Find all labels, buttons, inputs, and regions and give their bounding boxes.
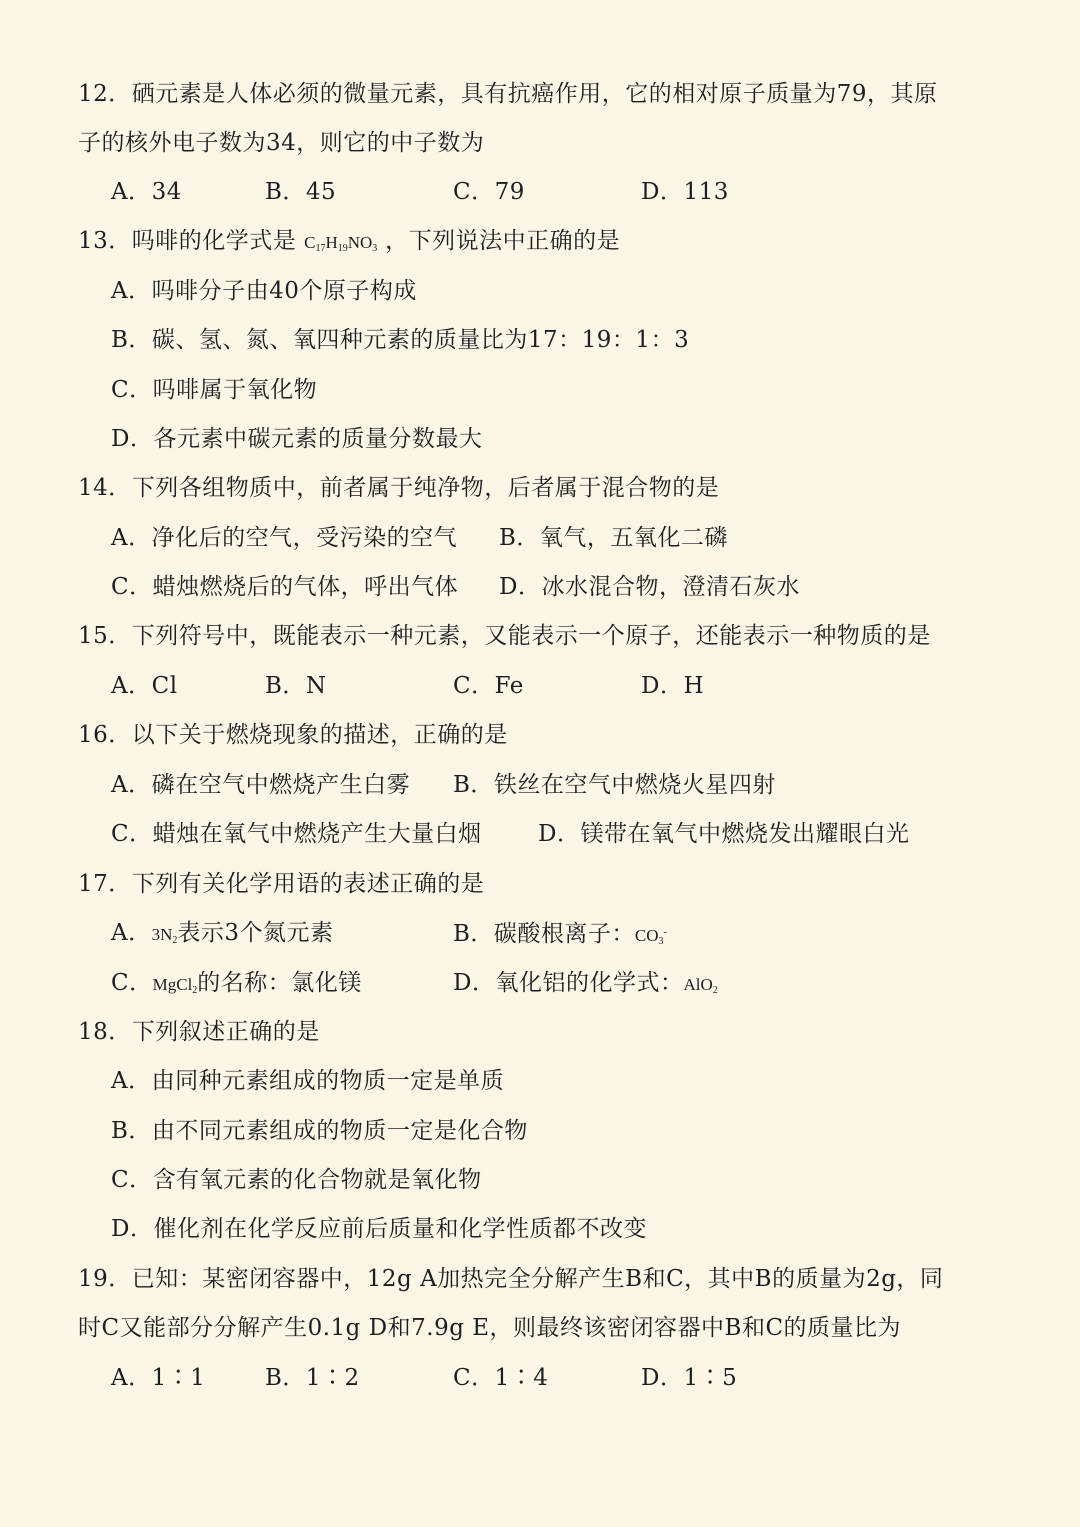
q19-options (0, 1362, 1080, 1394)
q16-option-c: C．蜡烛在氧气中燃烧产生大量白烟 (111, 821, 482, 847)
q15-option-b: B．N (265, 673, 327, 699)
q17-formula-a: $3N_2$ (151, 925, 178, 946)
q14-options-row2 (0, 571, 1080, 603)
q14-option-c: C．蜡烛燃烧后的气体，呼出气体 (111, 574, 459, 600)
q16-options-row2 (0, 818, 1080, 850)
q12-stem-line2: 子的核外电子数为34，则它的中子数为 (78, 130, 485, 156)
q19-option-d: D．1∶5 (641, 1365, 738, 1391)
q18-option-c: C．含有氧元素的化合物就是氧化物 (111, 1167, 482, 1193)
q15-options (0, 670, 1080, 702)
q13-formula: $C_{17}H_{19}NO_3$ (304, 233, 378, 254)
q17-stem: 17．下列有关化学用语的表述正确的是 (78, 871, 485, 897)
q16-option-d: D．镁带在氧气中燃烧发出耀眼白光 (538, 821, 910, 847)
q13-option-a: A．吗啡分子由40个原子构成 (111, 278, 417, 304)
q13-stem-prefix: 13．吗啡的化学式是 (78, 228, 297, 254)
q14-options-row1 (0, 522, 1080, 554)
q17-option-b: B．碳酸根离子：$CO_3^-$ (453, 921, 667, 947)
q15-stem: 15．下列符号中，既能表示一种元素，又能表示一个原子，还能表示一种物质的是 (78, 623, 931, 649)
q13-stem-suffix: ，下列说法中正确的是 (385, 228, 621, 254)
q12-option-d: D．113 (641, 179, 729, 205)
q16-option-a: A．磷在空气中燃烧产生白雾 (111, 772, 411, 798)
q16-options-row1 (0, 769, 1080, 801)
q19-option-a: A．1∶1 (111, 1365, 206, 1391)
q14-option-d: D．冰水混合物，澄清石灰水 (499, 574, 800, 600)
q18-option-d: D．催化剂在化学反应前后质量和化学性质都不改变 (111, 1216, 647, 1242)
q14-option-a: A．净化后的空气，受污染的空气 (111, 525, 458, 551)
q19-option-b: B．1∶2 (265, 1365, 360, 1391)
q17-options-row2 (0, 967, 1080, 999)
q17-formula-c: MgCl$_2$ (152, 975, 198, 996)
q17-options-row1 (0, 917, 1080, 949)
q12-option-b: B．45 (265, 179, 337, 205)
q12-option-a: A．34 (111, 179, 182, 205)
q14-stem: 14．下列各组物质中，前者属于纯净物，后者属于混合物的是 (78, 475, 720, 501)
q15-option-c: C．Fe (453, 673, 524, 699)
q17-formula-b: $CO_3^-$ (634, 926, 667, 947)
q13-stem (78, 225, 620, 265)
q18-option-b: B．由不同元素组成的物质一定是化合物 (111, 1118, 528, 1144)
q17-option-c: C．MgCl$_2$的名称：氯化镁 (111, 970, 362, 996)
q13-option-d: D．各元素中碳元素的质量分数最大 (111, 426, 483, 452)
q13-option-c: C．吗啡属于氧化物 (111, 377, 318, 403)
q12-stem-line1: 12．硒元素是人体必须的微量元素，具有抗癌作用，它的相对原子质量为79，其原 (78, 81, 938, 107)
q16-option-b: B．铁丝在空气中燃烧火星四射 (453, 772, 776, 798)
q19-option-c: C．1∶4 (453, 1365, 549, 1391)
q12-options (0, 176, 1080, 208)
q14-option-b: B．氧气，五氧化二磷 (499, 525, 728, 551)
q17-option-d: D．氧化铝的化学式：AlO$_2$ (453, 970, 718, 996)
q16-stem: 16．以下关于燃烧现象的描述，正确的是 (78, 722, 508, 748)
q19-stem-line2: 时C又能部分分解产生0.1g D和7.9g E，则最终该密闭容器中B和C的质量比为 (78, 1315, 902, 1341)
q18-option-a: A．由同种元素组成的物质一定是单质 (111, 1068, 505, 1094)
q18-stem: 18．下列叙述正确的是 (78, 1019, 320, 1045)
q15-option-a: A．Cl (111, 673, 178, 699)
q17-formula-d: AlO$_2$ (683, 975, 718, 996)
q12-option-c: C．79 (453, 179, 525, 205)
q17-option-a: A．$3N_2$表示3个氮元素 (111, 920, 334, 946)
q19-stem-line1: 19．已知：某密闭容器中，12g A加热完全分解产生B和C，其中B的质量为2g，同 (78, 1266, 944, 1292)
q15-option-d: D．H (641, 673, 704, 699)
q13-option-b: B．碳、氢、氮、氧四种元素的质量比为17：19：1：3 (111, 327, 690, 353)
